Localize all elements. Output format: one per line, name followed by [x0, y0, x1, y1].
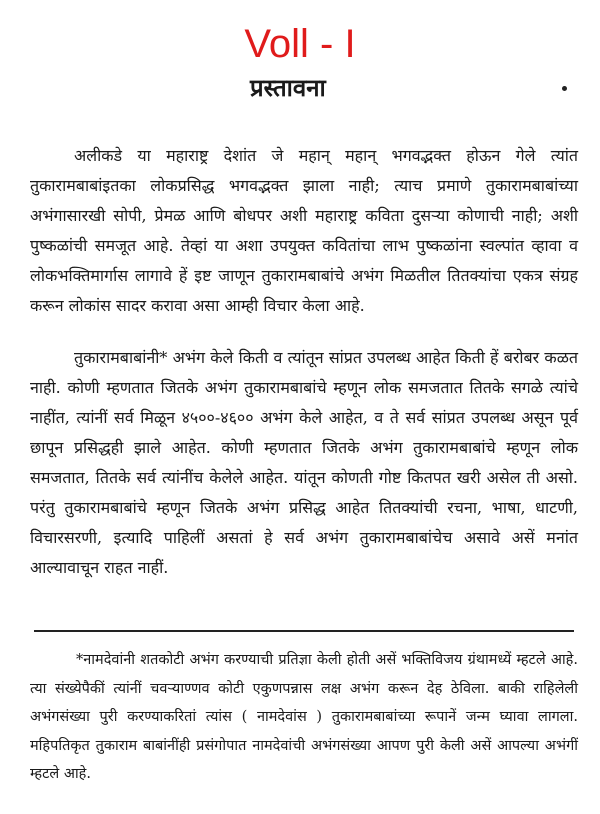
paragraph-2: तुकारामबाबांनी* अभंग केले किती व त्यांतून सांप्रत उपलब्ध आहेत किती हें बरोबर कळत नाही. कोणी म्हणतात जितके अभंग तुकारामबाबांचे म्हणून लोक समजतात तितके सगळे त्यांचे नाहींत, त्यांनीं सर्व मिळून ४५००-४६०० अभंग केले आहेत, व ते सर्व सांप्रत उपलब्ध असून पूर्व छापून प्रसिद्धही झाले आहेत. कोणी म्हणतात जितके अभंग तुकारामबाबांचे म्हणून लोक समजतात, तितके सर्व त्यांनींच केलेले आहेत. यांतून कोणती गोष्ट कितपत खरी असेल ती असो. परंतु तुकारामबाबांचे म्हणून जितके अभंग प्रसिद्ध आहेत तितक्यांची रचना, भाषा, धाटणी, विचारसरणी, इत्यादि पाहिलीं असतां हे सर्व अभंग तुकारामबाबांचेच असावे असें मनांत आल्यावाचून राहत नाहीं.: [30, 348, 578, 577]
page-heading: प्रस्तावना: [250, 74, 326, 102]
paragraph-1: अलीकडे या महाराष्ट्र देशांत जे महान् महान् भगवद्भक्त होऊन गेले त्यांत तुकारामबाबांइतका लोकप्रसिद्ध भगवद्भक्त झाला नाही; त्याच प्रमाणे तुकारामबाबांच्या अभंगासारखी सोपी, प्रेमळ आणि बोधपर अशी महाराष्ट्र कविता दुसऱ्या कोणाची नाही; अशी पुष्कळांची समजूत आहे. तेव्हां या अशा उपयुक्त कवितांचा लाभ पुष्कळांना स्वल्पांत व्हावा व लोकभक्तिमार्गास लागावे हें इष्ट जाणून तुकारामबाबांचे अभंग मिळतील तितक्यांचा एकत्र संग्रह करून लोकांस सादर करावा असा आम्ही विचार केला आहे.: [30, 146, 578, 315]
volume-title: Voll - I: [244, 22, 356, 66]
footnote-divider: [34, 630, 574, 632]
print-speck: [562, 86, 567, 91]
footnote: *नामदेवांनी शतकोटी अभंग करण्याची प्रतिज्ञा केली होती असें भक्तिविजय ग्रंथामध्यें म्हटले आहे. त्या संख्येपैकीं त्यांनीं चवऱ्याण्णव कोटी एकुणपन्नास लक्ष अभंग करून देह ठेविला. बाकी राहिलेली अभंगसंख्या पुरी करण्याकरितां त्यांस ( नामदेवांस ) तुकारामबाबांच्या रूपानें जन्म घ्यावा लागला. महिपतिकृत तुकाराम बाबांनींही प्रसंगोपात नामदेवांची अभंगसंख्या आपण पुरी केली असें आपल्या अभंगीं म्हटले आहे.: [30, 652, 578, 782]
